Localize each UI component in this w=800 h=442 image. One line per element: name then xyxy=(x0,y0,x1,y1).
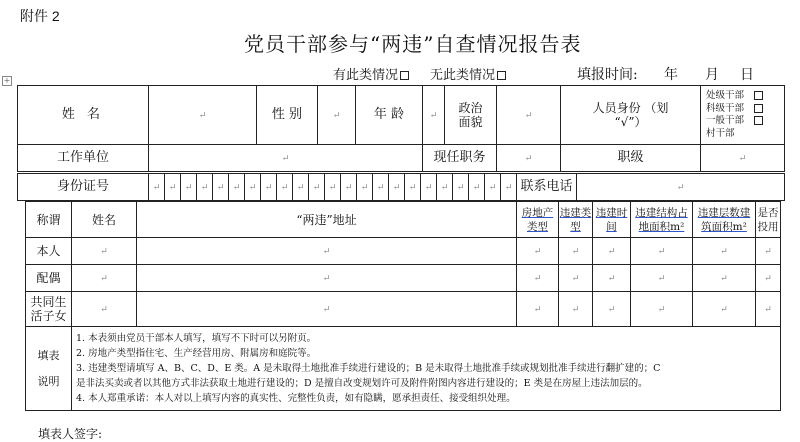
col-header-property-type: 房地产类型 xyxy=(517,202,559,238)
table-cell[interactable]: ↵ xyxy=(72,265,137,292)
id-digit[interactable]: ↵ xyxy=(165,174,181,201)
id-digit[interactable]: ↵ xyxy=(181,174,197,201)
no-situation-checkbox[interactable] xyxy=(497,71,506,80)
identity-county-checkbox[interactable] xyxy=(754,91,763,100)
gender-label: 性 别 xyxy=(257,86,318,145)
col-header-violation-time: 违建时间 xyxy=(593,202,631,238)
identity-label-line1: 人员身份 （划 xyxy=(592,101,669,115)
table-cell[interactable]: ↵ xyxy=(693,292,756,327)
identity-section-checkbox[interactable] xyxy=(754,104,763,113)
no-situation-option[interactable] xyxy=(430,64,506,83)
table-cell[interactable]: ↵ xyxy=(517,292,559,327)
rank-field[interactable]: ↵ xyxy=(701,145,785,172)
table-cell[interactable]: ↵ xyxy=(137,292,517,327)
identity-option-section-label: 科级干部 xyxy=(706,102,745,114)
note-item-1: 1. 本表须由党员干部本人填写，填写不下时可以另附页。 xyxy=(76,333,317,344)
table-cell[interactable]: ↵ xyxy=(631,265,693,292)
id-digit[interactable]: ↵ xyxy=(389,174,405,201)
fill-time-label: 填报时间: xyxy=(577,67,638,83)
row-label-self: 本人 xyxy=(26,238,72,265)
id-digit[interactable]: ↵ xyxy=(293,174,309,201)
id-digit[interactable]: ↵ xyxy=(245,174,261,201)
id-digit[interactable]: ↵ xyxy=(501,174,517,201)
identity-label-line2: “√”） xyxy=(614,115,647,129)
id-digit[interactable]: ↵ xyxy=(405,174,421,201)
id-digit[interactable]: ↵ xyxy=(213,174,229,201)
id-digit[interactable]: ↵ xyxy=(325,174,341,201)
table-cell[interactable]: ↵ xyxy=(72,292,137,327)
fill-time-year[interactable]: 年 xyxy=(664,67,678,83)
note-item-3-continued: 是非法买卖或者以其他方式非法获取土地进行建设的；D 是擅自改变规划许可及附件附图内容进行建设的；E 类是在房屋上违法加层的。 xyxy=(76,378,648,389)
table-cell[interactable]: ↵ xyxy=(693,265,756,292)
id-digit[interactable]: ↵ xyxy=(437,174,453,201)
illegal-construction-table xyxy=(25,201,781,411)
fill-time-month[interactable]: 月 xyxy=(705,67,719,83)
col-header-floor-area: 违建层数建筑面积m² xyxy=(693,202,756,238)
id-digit[interactable]: ↵ xyxy=(197,174,213,201)
col-header-violation-type: 违建类型 xyxy=(559,202,593,238)
table-cell[interactable]: ↵ xyxy=(137,238,517,265)
page-title: 党员干部参与“两违”自查情况报告表 xyxy=(244,32,582,56)
id-number-table xyxy=(17,173,785,201)
identity-option-county[interactable] xyxy=(706,90,784,103)
col-header-relation: 称谓 xyxy=(26,202,72,238)
personal-info-table xyxy=(17,85,785,172)
table-cell[interactable]: ↵ xyxy=(693,238,756,265)
id-digit[interactable]: ↵ xyxy=(373,174,389,201)
id-digit[interactable]: ↵ xyxy=(229,174,245,201)
political-label-line1: 政治 xyxy=(458,101,483,115)
col-header-in-use: 是否投用 xyxy=(756,202,781,238)
table-cell[interactable]: ↵ xyxy=(756,238,781,265)
rank-label: 职级 xyxy=(561,145,701,172)
phone-field[interactable]: ↵ xyxy=(577,174,785,201)
age-label: 年 龄 xyxy=(356,86,423,145)
id-digit[interactable]: ↵ xyxy=(357,174,373,201)
gender-field[interactable]: ↵ xyxy=(318,86,356,145)
has-situation-option[interactable] xyxy=(333,64,409,83)
political-label-line2: 面貌 xyxy=(458,115,483,129)
table-cell[interactable]: ↵ xyxy=(72,238,137,265)
table-cell[interactable]: ↵ xyxy=(631,238,693,265)
row-label-spouse: 配偶 xyxy=(26,265,72,292)
table-cell[interactable]: ↵ xyxy=(137,265,517,292)
identity-option-section[interactable] xyxy=(706,103,784,116)
note-item-2: 2. 房地产类型指住宅、生产经营用房、附属房和庭院等。 xyxy=(76,348,317,359)
col-header-address: “两违”地址 xyxy=(137,202,517,238)
table-cell[interactable]: ↵ xyxy=(517,238,559,265)
has-situation-label: 有此类情况 xyxy=(333,68,399,83)
id-number-label: 身份证号 xyxy=(18,174,149,201)
identity-label xyxy=(561,86,701,145)
table-cell[interactable]: ↵ xyxy=(756,265,781,292)
identity-option-county-label: 处级干部 xyxy=(706,90,745,101)
table-cell[interactable]: ↵ xyxy=(593,292,631,327)
row-label-children: 共同生活子女 xyxy=(26,292,72,327)
notes-content xyxy=(72,327,781,411)
fill-time-day[interactable]: 日 xyxy=(740,67,754,83)
table-cell[interactable]: ↵ xyxy=(631,292,693,327)
table-cell[interactable]: ↵ xyxy=(756,292,781,327)
age-field[interactable]: ↵ xyxy=(423,86,445,145)
col-header-structure-area: 违建结构占地面积m² xyxy=(631,202,693,238)
position-field[interactable]: ↵ xyxy=(497,145,561,172)
notes-label-line2: 说明 xyxy=(37,374,60,388)
identity-option-village-label: 村干部 xyxy=(706,127,735,139)
notes-label xyxy=(26,327,72,411)
political-label xyxy=(445,86,497,145)
notes-label-line1: 填表 xyxy=(37,348,60,362)
col-header-name: 姓名 xyxy=(72,202,137,238)
table-cell[interactable]: ↵ xyxy=(559,265,593,292)
id-digit[interactable]: ↵ xyxy=(149,174,165,201)
id-digit[interactable]: ↵ xyxy=(453,174,469,201)
table-cell[interactable]: ↵ xyxy=(517,265,559,292)
id-digit[interactable]: ↵ xyxy=(485,174,501,201)
id-digit[interactable]: ↵ xyxy=(261,174,277,201)
identity-general-checkbox[interactable] xyxy=(754,116,763,125)
id-digit[interactable]: ↵ xyxy=(421,174,437,201)
work-unit-field[interactable]: ↵ xyxy=(149,145,423,172)
name-label: 姓 名 xyxy=(18,86,149,145)
signature-label: 填表人签字: xyxy=(38,427,103,441)
table-cell[interactable]: ↵ xyxy=(559,238,593,265)
has-situation-checkbox[interactable] xyxy=(400,71,409,80)
table-cell[interactable]: ↵ xyxy=(593,265,631,292)
id-digit[interactable]: ↵ xyxy=(309,174,325,201)
no-situation-label: 无此类情况 xyxy=(430,68,496,83)
id-digit[interactable]: ↵ xyxy=(341,174,357,201)
identity-option-general-label: 一般干部 xyxy=(706,115,745,126)
table-cell[interactable]: ↵ xyxy=(593,238,631,265)
id-digit[interactable]: ↵ xyxy=(469,174,485,201)
identity-option-general[interactable] xyxy=(706,115,784,128)
work-unit-label: 工作单位 xyxy=(18,145,149,172)
table-cell[interactable]: ↵ xyxy=(559,292,593,327)
political-field[interactable]: ↵ xyxy=(497,86,561,145)
table-move-handle[interactable]: + xyxy=(3,76,11,85)
identity-option-village[interactable] xyxy=(706,128,784,141)
id-digit[interactable]: ↵ xyxy=(277,174,293,201)
identity-options xyxy=(701,86,785,145)
name-field[interactable]: ↵ xyxy=(149,86,257,145)
attachment-label: 附件 2 xyxy=(20,8,60,24)
phone-label: 联系电话 xyxy=(517,174,577,201)
note-item-3: 3. 违建类型请填写 A、B、C、D、E 类。A 是未取得土地批准手续进行建设的；B 是未取得土地批准手续或规划批准手续进行翻扩建的；C xyxy=(76,363,661,374)
note-item-4: 4. 本人郑重承诺：本人对以上填写内容的真实性、完整性负责，如有隐瞒，愿承担责任、接受组织处理。 xyxy=(76,393,516,404)
position-label: 现任职务 xyxy=(423,145,497,172)
